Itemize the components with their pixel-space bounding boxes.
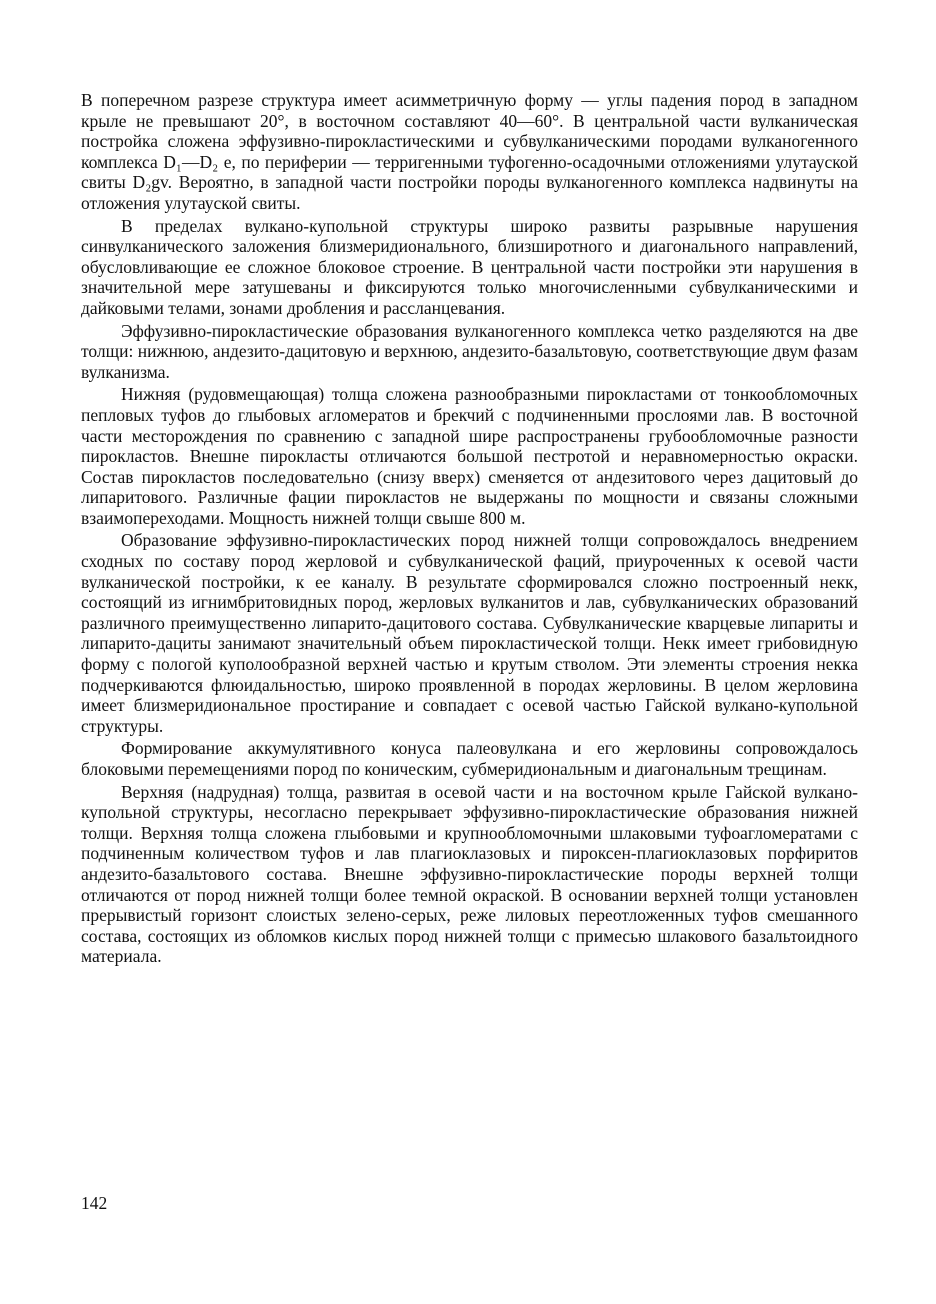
paragraph-neck-formation: Образование эффузивно-пирокластических пород нижней толщи сопровождалось внедрением сходных по составу пород жерловой и субвулканической фаций, приуроченных к осевой части вулканической постройки, к ее каналу. В результате сформировался сложно построенный некк, состоящий из игнимбритовидных пород, жерловых вулканитов и лав, субвулканических образований различного преимущественно липарито-дацитового состава. Субвулканические кварцевые липариты и липарито-дациты занимают значительный объем пирокластической толщи. Некк имеет грибовидную форму с пологой куполообразной верхней частью и крутым стволом. Эти элементы строения некка подчеркиваются флюидальностью, широко проявленной в породах жерловины. В целом жерловина имеет близмеридиональное простирание и совпадает с осевой частью Гайской вулкано-купольной структуры. (81, 530, 858, 736)
page-body (81, 90, 858, 967)
paragraph-faults: В пределах вулкано-купольной структуры широко развиты разрывные нарушения синвулканического заложения близмеридионального, близширотного и диагонального направлений, обусловливающие ее сложное блоковое строение. В центральной части постройки эти нарушения в значительной мере затушеваны и фиксируются только многочисленными субвулканическими и дайковыми телами, зонами дробления и рассланцевания. (81, 215, 858, 318)
paragraph-cross-section: В поперечном разрезе структура имеет асимметричную форму — углы падения пород в западном крыле не превышают 20°, в восточном составляют 40—60°. В центральной части вулканическая постройка сложена эффузивно-пирокластическими и субвулканическими породами вулканогенного комплекса D₁—D₂ e, по периферии — терригенными туфогенно-осадочными отложениями улутауской свиты D₂gv. Вероятно, в западной части постройки породы вулканогенного комплекса надвинуты на отложения улутауской свиты. (81, 90, 858, 213)
paragraph-lower-strata: Нижняя (рудовмещающая) толща сложена разнообразными пирокластами от тонкообломочных пепловых туфов до глыбовых агломератов и брекчий с подчиненными прослоями лав. В восточной части месторождения по сравнению с западной шире распространены грубообломочные разности пирокластов. Внешне пирокласты отличаются большой пестротой и неравномерностью окраски. Состав пирокластов последовательно (снизу вверх) сменяется от андезитового через дацитовый до липаритового. Различные фации пирокластов не выдержаны по мощности и связаны сложными взаимопереходами. Мощность нижней толщи свыше 800 м. (81, 384, 858, 528)
paragraph-effusive-formations: Эффузивно-пирокластические образования вулканогенного комплекса четко разделяются на две толщи: нижнюю, андезито-дацитовую и верхнюю, андезито-базальтовую, соответствующие двум фазам вулканизма. (81, 320, 858, 382)
page-number: 142 (81, 1193, 108, 1213)
paragraph-upper-strata: Верхняя (надрудная) толща, развитая в осевой части и на восточном крыле Гайской вулкано-купольной структуры, несогласно перекрывает эффузивно-пирокластические образования нижней толщи. Верхняя толща сложена глыбовыми и крупнообломочными шлаковыми туфоагломератами с подчиненным количеством туфов и лав плагиоклазовых и пироксен-плагиоклазовых порфиритов андезито-базальтового состава. Внешне эффузивно-пирокластические породы верхней толщи отличаются от пород нижней толщи более темной окраской. В основании верхней толщи установлен прерывистый горизонт слоистых зелено-серых, реже лиловых переотложенных туфов смешанного состава, состоящих из обломков кислых пород нижней толщи с примесью шлакового базальтоидного материала. (81, 781, 858, 967)
paragraph-cone-formation: Формирование аккумулятивного конуса палеовулкана и его жерловины сопровождалось блоковыми перемещениями пород по коническим, субмеридиональным и диагональным трещинам. (81, 738, 858, 779)
